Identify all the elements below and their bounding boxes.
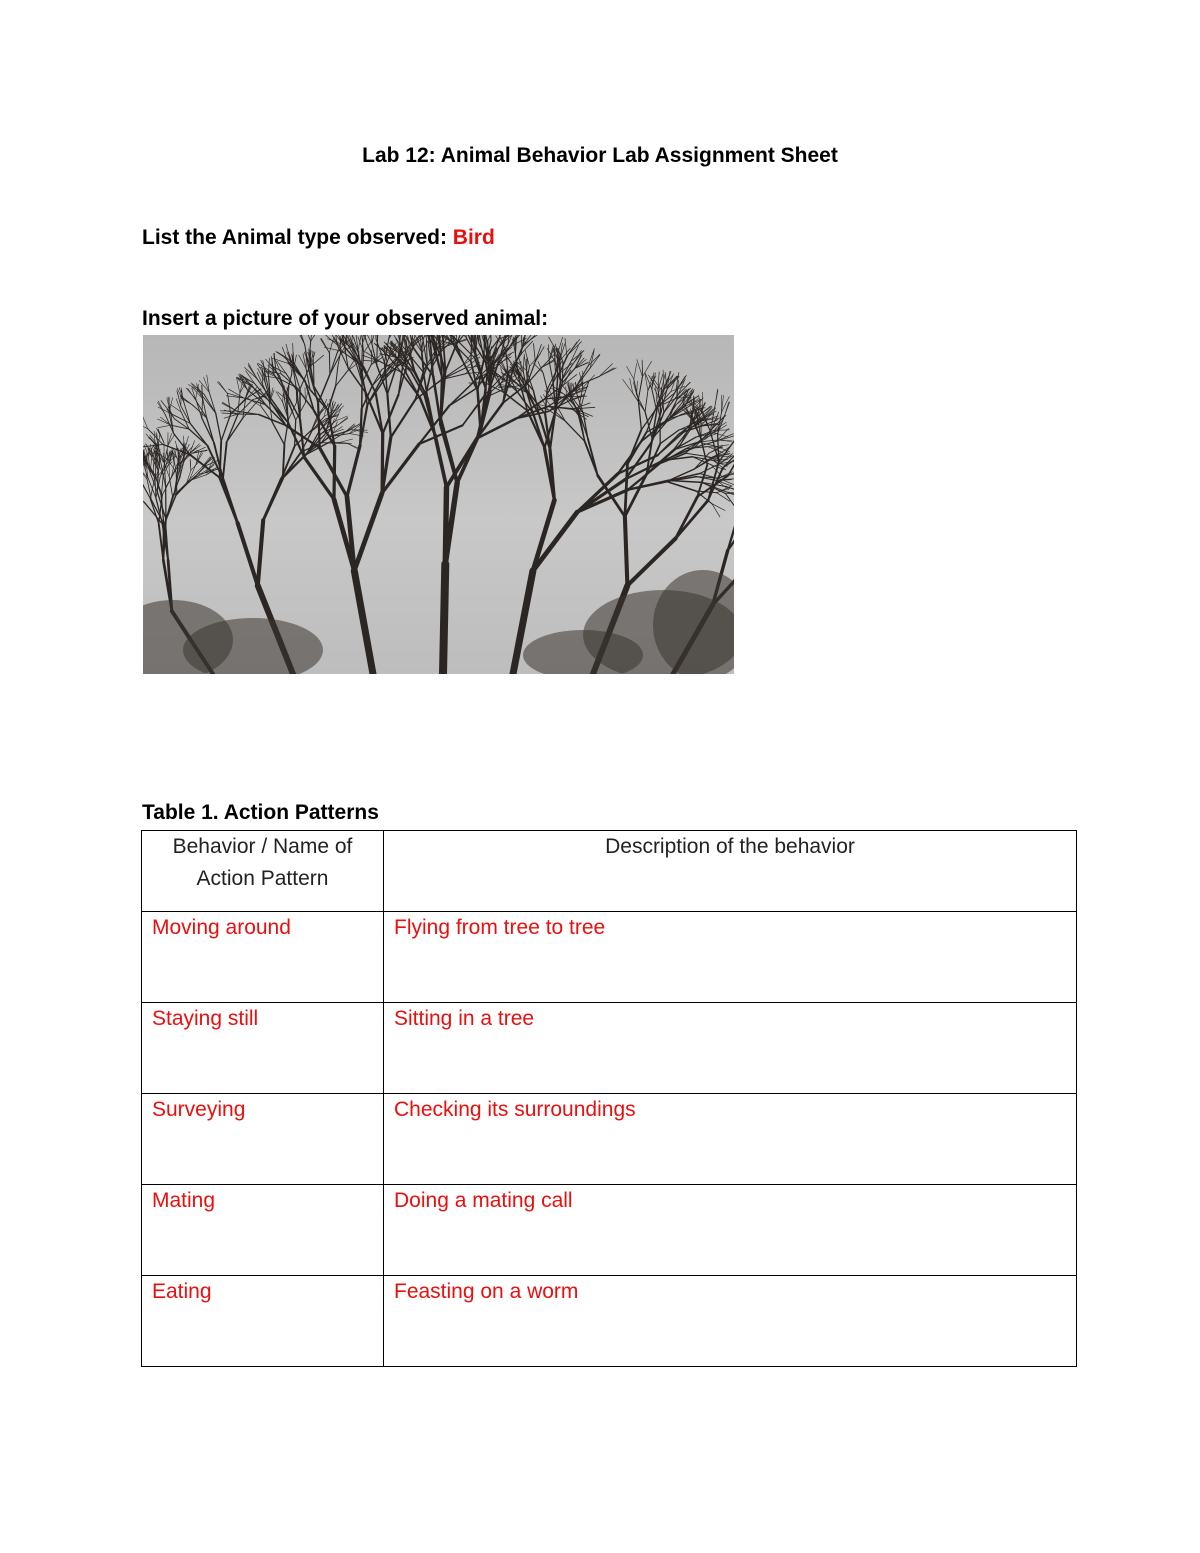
animal-type-value: Bird <box>452 226 495 249</box>
behavior-cell: Surveying <box>142 1094 384 1185</box>
table-row <box>142 1003 1077 1094</box>
animal-type-line <box>142 225 495 251</box>
header-behavior: Behavior / Name of Action Pattern <box>142 831 384 912</box>
animal-type-label: List the Animal type observed: <box>142 226 447 249</box>
description-cell: Doing a mating call <box>384 1185 1077 1276</box>
table-header-row <box>142 831 1077 912</box>
action-patterns-table <box>141 830 1077 1367</box>
table-row <box>142 1094 1077 1185</box>
table-row <box>142 1276 1077 1367</box>
behavior-cell: Eating <box>142 1276 384 1367</box>
description-cell: Sitting in a tree <box>384 1003 1077 1094</box>
table-row <box>142 1185 1077 1276</box>
table-row <box>142 912 1077 1003</box>
table-caption: Table 1. Action Patterns <box>142 801 379 824</box>
bird-tree-photo <box>143 335 734 674</box>
description-cell: Flying from tree to tree <box>384 912 1077 1003</box>
description-cell: Feasting on a worm <box>384 1276 1077 1367</box>
behavior-cell: Staying still <box>142 1003 384 1094</box>
behavior-cell: Moving around <box>142 912 384 1003</box>
behavior-cell: Mating <box>142 1185 384 1276</box>
page-title: Lab 12: Animal Behavior Lab Assignment Sheet <box>362 144 838 167</box>
description-cell: Checking its surroundings <box>384 1094 1077 1185</box>
header-description: Description of the behavior <box>384 831 1077 912</box>
picture-prompt: Insert a picture of your observed animal: <box>142 307 549 330</box>
